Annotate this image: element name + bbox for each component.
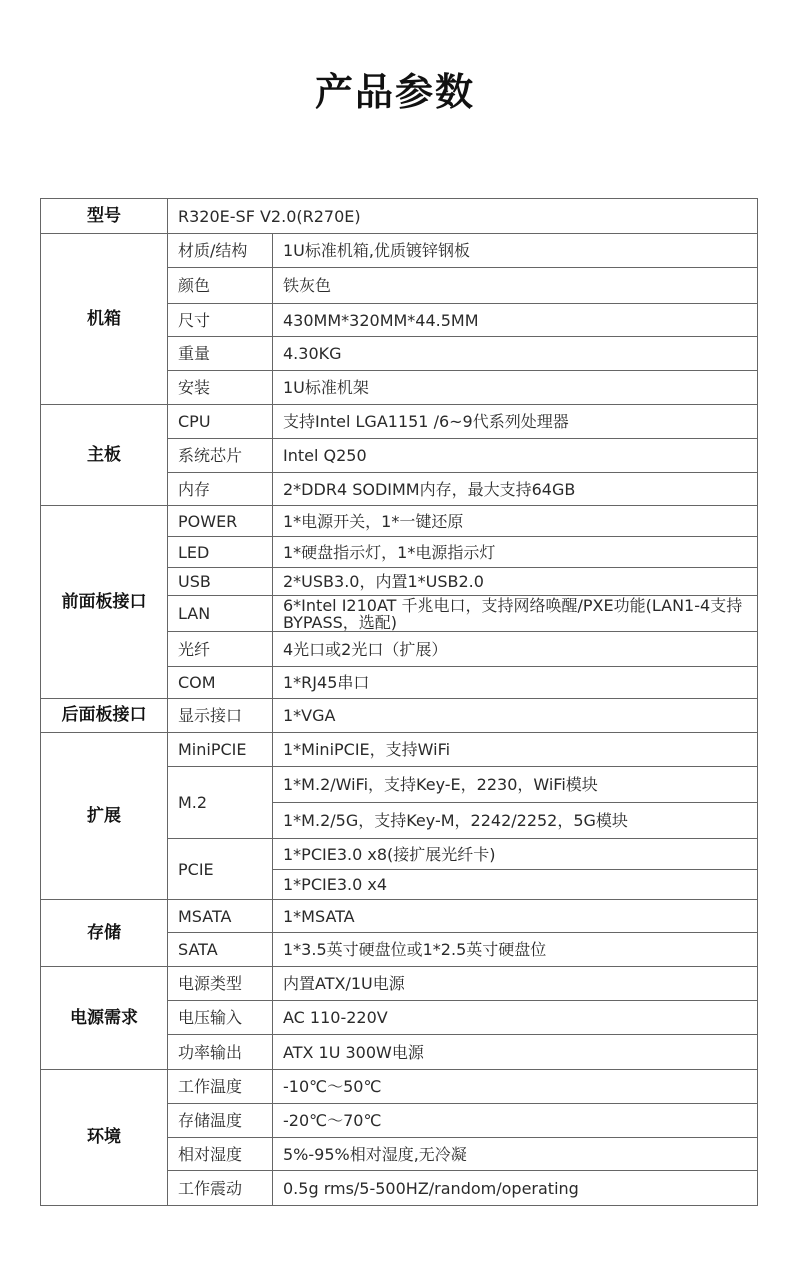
spec-value: -20℃～70℃ — [273, 1104, 758, 1138]
spec-value: 1*VGA — [273, 699, 758, 733]
model-value: R320E-SF V2.0(R270E) — [168, 199, 758, 234]
spec-value: 5%-95%相对湿度,无冷凝 — [273, 1138, 758, 1171]
spec-value: 1*MiniPCIE，支持WiFi — [273, 733, 758, 767]
table-row — [41, 506, 758, 537]
spec-key: M.2 — [168, 767, 273, 839]
table-row — [41, 1070, 758, 1104]
spec-value: 1*PCIE3.0 x4 — [273, 870, 758, 900]
spec-value: 1*RJ45串口 — [273, 667, 758, 699]
spec-key: SATA — [168, 933, 273, 967]
spec-value: 4光口或2光口（扩展） — [273, 632, 758, 667]
spec-key: 内存 — [168, 473, 273, 506]
spec-key: 尺寸 — [168, 304, 273, 337]
spec-value: 1*3.5英寸硬盘位或1*2.5英寸硬盘位 — [273, 933, 758, 967]
table-row — [41, 405, 758, 439]
spec-key: 工作温度 — [168, 1070, 273, 1104]
group-label: 扩展 — [41, 733, 168, 900]
spec-key: 系统芯片 — [168, 439, 273, 473]
group-label: 存储 — [41, 900, 168, 967]
spec-value: 0.5g rms/5-500HZ/random/operating — [273, 1171, 758, 1206]
group-label: 机箱 — [41, 234, 168, 405]
spec-value: 4.30KG — [273, 337, 758, 371]
spec-key: USB — [168, 568, 273, 596]
spec-key: 安装 — [168, 371, 273, 405]
spec-key: POWER — [168, 506, 273, 537]
spec-key: 电源类型 — [168, 967, 273, 1001]
table-row — [41, 967, 758, 1001]
spec-value: 1*电源开关，1*一键还原 — [273, 506, 758, 537]
spec-value: 1U标准机箱,优质镀锌钢板 — [273, 234, 758, 268]
spec-value: 1*MSATA — [273, 900, 758, 933]
table-row — [41, 699, 758, 733]
group-label: 主板 — [41, 405, 168, 506]
spec-key: MSATA — [168, 900, 273, 933]
spec-value: 6*Intel I210AT 千兆电口，支持网络唤醒/PXE功能(LAN1-4支持BYPASS，选配) — [273, 596, 758, 632]
spec-value: 支持Intel LGA1151 /6~9代系列处理器 — [273, 405, 758, 439]
group-label: 前面板接口 — [41, 506, 168, 699]
spec-table — [40, 198, 758, 1206]
page-title: 产品参数 — [314, 70, 475, 114]
spec-key: LED — [168, 537, 273, 568]
spec-value: 430MM*320MM*44.5MM — [273, 304, 758, 337]
spec-value: ATX 1U 300W电源 — [273, 1035, 758, 1070]
spec-key: 电压输入 — [168, 1001, 273, 1035]
spec-value: 1*硬盘指示灯，1*电源指示灯 — [273, 537, 758, 568]
spec-key: 显示接口 — [168, 699, 273, 733]
spec-key: CPU — [168, 405, 273, 439]
spec-value: 1*M.2/5G，支持Key-M，2242/2252，5G模块 — [273, 803, 758, 839]
spec-key: LAN — [168, 596, 273, 632]
spec-value: 2*DDR4 SODIMM内存，最大支持64GB — [273, 473, 758, 506]
spec-key: PCIE — [168, 839, 273, 900]
spec-key: 重量 — [168, 337, 273, 371]
spec-value: 2*USB3.0，内置1*USB2.0 — [273, 568, 758, 596]
spec-value: AC 110-220V — [273, 1001, 758, 1035]
spec-key: 光纤 — [168, 632, 273, 667]
spec-key: 材质/结构 — [168, 234, 273, 268]
spec-key: 颜色 — [168, 268, 273, 304]
spec-key: MiniPCIE — [168, 733, 273, 767]
spec-value: 铁灰色 — [273, 268, 758, 304]
spec-key: 功率输出 — [168, 1035, 273, 1070]
spec-key: 工作震动 — [168, 1171, 273, 1206]
table-row — [41, 900, 758, 933]
spec-value: Intel Q250 — [273, 439, 758, 473]
spec-key: COM — [168, 667, 273, 699]
spec-value: 1*PCIE3.0 x8(接扩展光纤卡) — [273, 839, 758, 870]
spec-key: 存储温度 — [168, 1104, 273, 1138]
group-label: 后面板接口 — [41, 699, 168, 733]
table-row — [41, 234, 758, 268]
spec-value: 内置ATX/1U电源 — [273, 967, 758, 1001]
spec-value: 1U标准机架 — [273, 371, 758, 405]
table-row — [41, 199, 758, 234]
model-label: 型号 — [41, 199, 168, 234]
table-row — [41, 733, 758, 767]
spec-value: 1*M.2/WiFi，支持Key-E，2230，WiFi模块 — [273, 767, 758, 803]
spec-value: -10℃～50℃ — [273, 1070, 758, 1104]
group-label: 环境 — [41, 1070, 168, 1206]
spec-key: 相对湿度 — [168, 1138, 273, 1171]
group-label: 电源需求 — [41, 967, 168, 1070]
